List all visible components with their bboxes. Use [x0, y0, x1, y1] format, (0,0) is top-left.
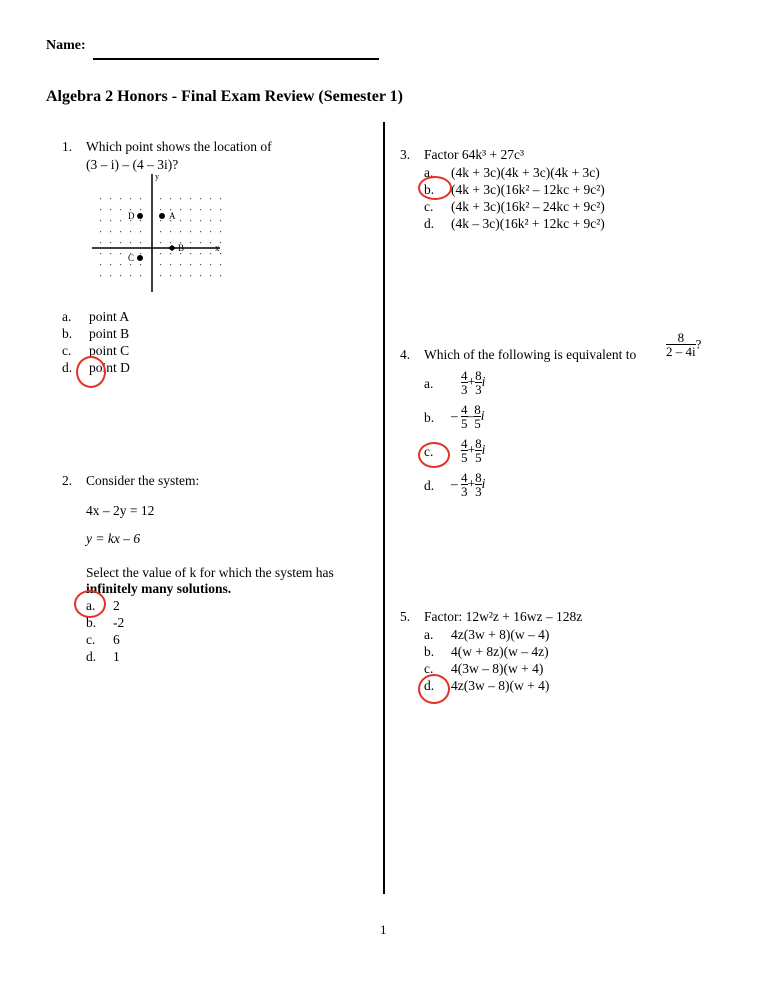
grid-dot	[160, 231, 161, 232]
grid-dot	[190, 253, 191, 254]
grid-dot	[190, 242, 191, 243]
grid-dot	[160, 264, 161, 265]
grid-dot	[140, 231, 141, 232]
grid-dot	[190, 275, 191, 276]
grid-dot	[110, 220, 111, 221]
column-divider	[383, 122, 385, 894]
q3-option-d[interactable]: d. (4k – 3c)(16k² + 12kc + 9c²)	[424, 216, 605, 231]
grid-dot	[160, 220, 161, 221]
grid-dot	[220, 220, 221, 221]
grid-dot	[190, 209, 191, 210]
grid-dot	[190, 231, 191, 232]
q5-prompt: Factor: 12w²z + 16wz – 128z	[424, 609, 583, 624]
grid-dot	[220, 231, 221, 232]
grid-dot	[180, 264, 181, 265]
grid-dot	[110, 264, 111, 265]
q2-number: 2.	[62, 473, 73, 488]
name-blank-line[interactable]	[93, 58, 379, 60]
x-axis-label: x	[215, 243, 220, 253]
grid-dot	[200, 264, 201, 265]
q4-option-c[interactable]: c. $\frac{4}{5}$ + $\frac{8}{5}$ i	[424, 436, 486, 465]
q4-prompt: Which of the following is equivalent to	[424, 347, 637, 362]
point-c	[137, 255, 143, 261]
grid-dot	[200, 231, 201, 232]
grid-dot	[110, 275, 111, 276]
grid-dot	[130, 242, 131, 243]
answer-circle-q2	[74, 590, 106, 618]
q2-option-d[interactable]: d. 1	[86, 649, 120, 664]
answer-circle-q4	[418, 442, 450, 468]
grid-dot	[140, 253, 141, 254]
grid-dot	[210, 264, 211, 265]
grid-dot	[110, 253, 111, 254]
grid-dot	[170, 198, 171, 199]
grid-dot	[100, 275, 101, 276]
q1-option-d[interactable]: d. point D	[62, 360, 130, 375]
grid-dot	[120, 209, 121, 210]
grid-dot	[190, 264, 191, 265]
grid-dot	[120, 242, 121, 243]
grid-dot	[140, 209, 141, 210]
grid-dot	[210, 242, 211, 243]
page-number: 1	[380, 922, 387, 937]
answer-circle-q1	[76, 356, 106, 388]
point-d	[137, 213, 143, 219]
grid-dot	[100, 253, 101, 254]
grid-dot	[100, 220, 101, 221]
grid-dot	[140, 220, 141, 221]
q1-option-b[interactable]: b. point B	[62, 326, 130, 341]
grid-dot	[180, 275, 181, 276]
grid-dot	[120, 275, 121, 276]
grid-dot	[160, 242, 161, 243]
q2-equation-2: y = kx – 6	[86, 531, 141, 546]
grid-dot	[130, 264, 131, 265]
grid-dot	[200, 209, 201, 210]
grid-dots	[100, 198, 221, 276]
point-a-label: A	[169, 211, 176, 221]
q4-option-a[interactable]: a. $\frac{4}{3}$ + $\frac{8}{3}$ i	[424, 368, 486, 397]
grid-dot	[130, 231, 131, 232]
grid-dot	[160, 253, 161, 254]
grid-dot	[140, 264, 141, 265]
q3-option-b[interactable]: b. (4k + 3c)(16k² – 12kc + 9c²)	[424, 182, 605, 197]
grid-dot	[100, 209, 101, 210]
q3-option-c[interactable]: c. (4k + 3c)(16k² – 24kc + 9c²)	[424, 199, 605, 214]
grid-dot	[220, 209, 221, 210]
grid-dot	[170, 253, 171, 254]
grid-dot	[180, 198, 181, 199]
grid-dot	[100, 264, 101, 265]
grid-dot	[120, 220, 121, 221]
grid-dot	[140, 275, 141, 276]
q1-option-a[interactable]: a. point A	[62, 309, 130, 324]
q4-option-b[interactable]: b. – $\frac{4}{5}$ – $\frac{8}{5}$ i	[424, 402, 485, 431]
grid-dot	[210, 231, 211, 232]
grid-dot	[200, 253, 201, 254]
q5-option-a[interactable]: a. 4z(3w + 8)(w – 4)	[424, 627, 550, 642]
q2-prompt: Consider the system:	[86, 473, 200, 488]
q4-target-fraction: $\frac{8}{2 - 4i}$ ?	[666, 330, 702, 359]
grid-dot	[200, 220, 201, 221]
q2-option-c[interactable]: c. 6	[86, 632, 120, 647]
q5-option-d[interactable]: d. 4z(3w – 8)(w + 4)	[424, 678, 550, 693]
q1-line2: (3 – i) – (4 – 3i)?	[86, 157, 179, 172]
grid-dot	[220, 253, 221, 254]
grid-dot	[220, 242, 221, 243]
q4-number: 4.	[400, 347, 411, 362]
grid-dot	[210, 275, 211, 276]
grid-dot	[140, 198, 141, 199]
grid-dot	[110, 198, 111, 199]
grid-dot	[130, 275, 131, 276]
q2-instruction-bold: infinitely many solutions.	[86, 581, 232, 596]
complex-plane-graph	[92, 170, 224, 296]
grid-dot	[110, 242, 111, 243]
grid-dot	[200, 275, 201, 276]
grid-dot	[160, 198, 161, 199]
q4-option-d[interactable]: d. – $\frac{4}{3}$ + $\frac{8}{3}$ i	[424, 470, 486, 499]
grid-dot	[220, 198, 221, 199]
grid-dot	[190, 198, 191, 199]
q1-number: 1.	[62, 139, 73, 154]
grid-dot	[100, 242, 101, 243]
grid-dot	[160, 209, 161, 210]
q2-option-a[interactable]: a. 2	[86, 598, 120, 613]
grid-dot	[170, 242, 171, 243]
grid-dot	[200, 242, 201, 243]
point-b-label: B	[178, 243, 185, 253]
q5-option-b[interactable]: b. 4(w + 8z)(w – 4z)	[424, 644, 549, 659]
q2-option-b[interactable]: b. -2	[86, 615, 125, 630]
grid-dot	[100, 231, 101, 232]
page-title: Algebra 2 Honors - Final Exam Review (Semester 1)	[46, 88, 403, 105]
answer-circle-q5	[418, 674, 450, 704]
grid-dot	[120, 198, 121, 199]
grid-dot	[170, 264, 171, 265]
grid-dot	[190, 220, 191, 221]
grid-dot	[100, 198, 101, 199]
answer-circle-q3	[418, 176, 452, 200]
q2-instruction: Select the value of k for which the system has	[86, 565, 334, 580]
grid-dot	[180, 231, 181, 232]
grid-dot	[180, 220, 181, 221]
y-axis-label: y	[155, 172, 159, 181]
grid-dot	[180, 253, 181, 254]
grid-dot	[210, 253, 211, 254]
point-a	[159, 213, 165, 219]
point-d-label: D	[128, 211, 135, 221]
point-b	[168, 245, 176, 251]
q1-option-c[interactable]: c. point C	[62, 343, 130, 358]
grid-dot	[210, 209, 211, 210]
q2-equation-1: 4x – 2y = 12	[86, 503, 155, 518]
grid-dot	[110, 231, 111, 232]
grid-dot	[170, 275, 171, 276]
grid-dot	[210, 220, 211, 221]
grid-dot	[130, 198, 131, 199]
q3-number: 3.	[400, 147, 411, 162]
q3-options	[424, 164, 605, 232]
grid-dot	[110, 209, 111, 210]
q1-line1: Which point shows the location of	[86, 139, 272, 154]
grid-dot	[170, 231, 171, 232]
q3-option-a[interactable]: a. (4k + 3c)(4k + 3c)(4k + 3c)	[424, 165, 600, 180]
grid-dot	[180, 209, 181, 210]
q5-number: 5.	[400, 609, 411, 624]
grid-dot	[210, 198, 211, 199]
q3-prompt: Factor 64k³ + 27c³	[424, 147, 525, 162]
grid-dot	[120, 264, 121, 265]
grid-dot	[120, 231, 121, 232]
name-label: Name:	[46, 38, 86, 53]
grid-dot	[140, 242, 141, 243]
grid-dot	[160, 275, 161, 276]
q5-option-c[interactable]: c. 4(3w – 8)(w + 4)	[424, 661, 544, 676]
grid-dot	[220, 275, 221, 276]
grid-dot	[200, 198, 201, 199]
grid-dot	[120, 253, 121, 254]
grid-dot	[220, 264, 221, 265]
point-c-label: C	[128, 253, 135, 263]
